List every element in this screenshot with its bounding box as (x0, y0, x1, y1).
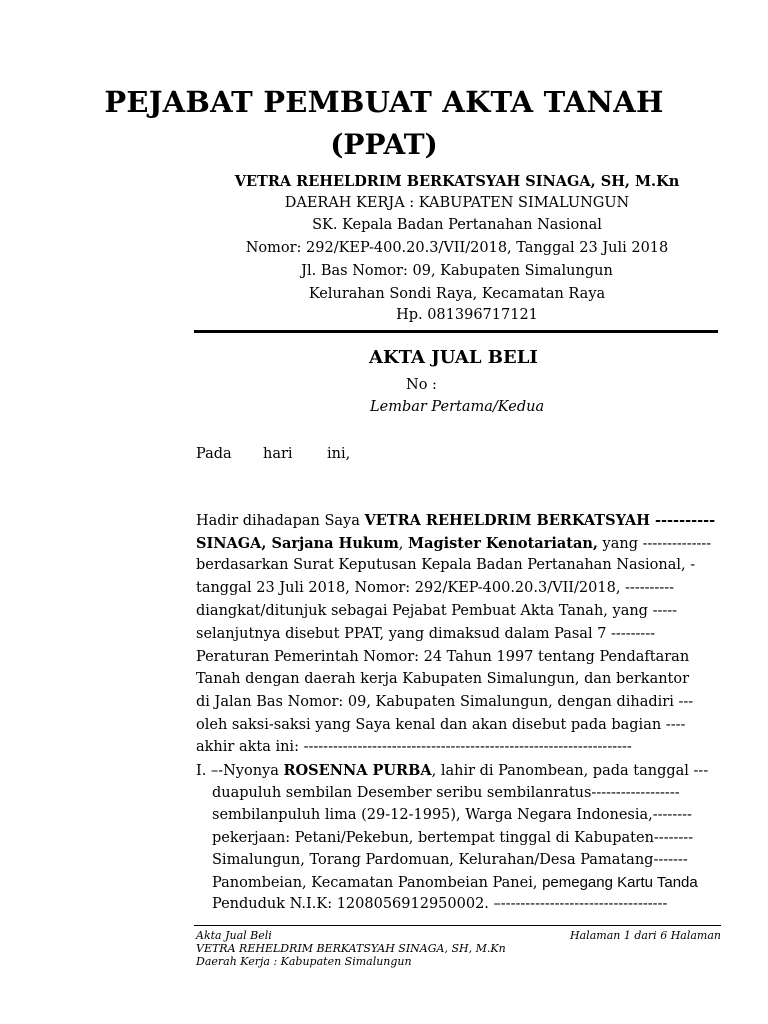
pada-word: Pada (196, 446, 232, 462)
deed-sheet: Lembar Pertama/Kedua (370, 399, 545, 415)
work-area: DAERAH KERJA : KABUPATEN SIMALUNGUN (284, 195, 630, 211)
deed-title: AKTA JUAL BELI (369, 347, 538, 368)
decree-number: Nomor: 292/KEP-400.20.3/VII/2018, Tanggal 23 Juli 2018 (245, 240, 669, 256)
phone-number: Hp. 081396717121 (396, 307, 538, 323)
page-subtitle: (PPAT) (330, 128, 438, 161)
party-line: pekerjaan: Petani/Pekebun, bertempat tinggal di Kabupaten-------- (212, 830, 694, 846)
body-line: di Jalan Bas Nomor: 09, Kabupaten Simalungun, dengan dihadiri --- (196, 694, 694, 710)
body-line: berdasarkan Surat Keputusan Kepala Badan Pertanahan Nasional, - (196, 557, 696, 573)
party-line: I. –-Nyonya ROSENNA PURBA, lahir di Panombean, pada tanggal --- (196, 762, 709, 779)
deed-number-label: No : (406, 377, 437, 393)
party-line: sembilanpuluh lima (29-12-1995), Warga Negara Indonesia,-------- (212, 807, 692, 823)
body-line: diangkat/ditunjuk sebagai Pejabat Pembuat Akta Tanah, yang ----- (196, 603, 678, 619)
party-line: Simalungun, Torang Pardomuan, Kelurahan/Desa Pamatang------- (212, 852, 688, 868)
footer-page-number: Halaman 1 dari 6 Halaman (570, 929, 721, 942)
office-district: Kelurahan Sondi Raya, Kecamatan Raya (308, 286, 606, 302)
footer-official-name: VETRA REHELDRIM BERKATSYAH SINAGA, SH, M.Kn (196, 942, 506, 955)
hari-word: hari (263, 446, 293, 462)
body-line: selanjutnya disebut PPAT, yang dimaksud dalam Pasal 7 --------- (196, 626, 656, 642)
body-line: akhir akta ini: ------------------------------------------------------------------- (196, 739, 632, 755)
body-line: Tanah dengan daerah kerja Kabupaten Simalungun, dan berkantor (196, 671, 690, 687)
footer-divider (194, 925, 721, 926)
body-line: Peraturan Pemerintah Nomor: 24 Tahun 1997 tentang Pendaftaran (196, 649, 690, 665)
ini-word: ini, (327, 446, 351, 462)
official-name: VETRA REHELDRIM BERKATSYAH SINAGA, SH, M.Kn (234, 173, 680, 190)
footer-work-area: Daerah Kerja : Kabupaten Simalungun (196, 955, 412, 968)
decree-issuer: SK. Kepala Badan Pertanahan Nasional (312, 217, 602, 233)
body-line: oleh saksi-saksi yang Saya kenal dan akan disebut pada bagian ---- (196, 717, 686, 733)
party-line: duapuluh sembilan Desember seribu sembilanratus------------------ (212, 785, 680, 801)
page-title: PEJABAT PEMBUAT AKTA TANAH (104, 85, 664, 119)
header-divider (194, 330, 718, 333)
party-line: Penduduk N.I.K: 1208056912950002. –---------------------------------- (212, 896, 668, 912)
body-line: tanggal 23 Juli 2018, Nomor: 292/KEP-400.20.3/VII/2018, ---------- (196, 580, 675, 596)
body-line: SINAGA, Sarjana Hukum, Magister Kenotariatan, yang -------------- (196, 535, 712, 552)
body-line: Hadir dihadapan Saya VETRA REHELDRIM BERKATSYAH ---------- (196, 512, 716, 529)
footer-doc-title: Akta Jual Beli (196, 929, 272, 942)
office-address: Jl. Bas Nomor: 09, Kabupaten Simalungun (301, 263, 613, 279)
party-line: Panombeian, Kecamatan Panombeian Panei, pemegang Kartu Tanda (212, 874, 698, 891)
